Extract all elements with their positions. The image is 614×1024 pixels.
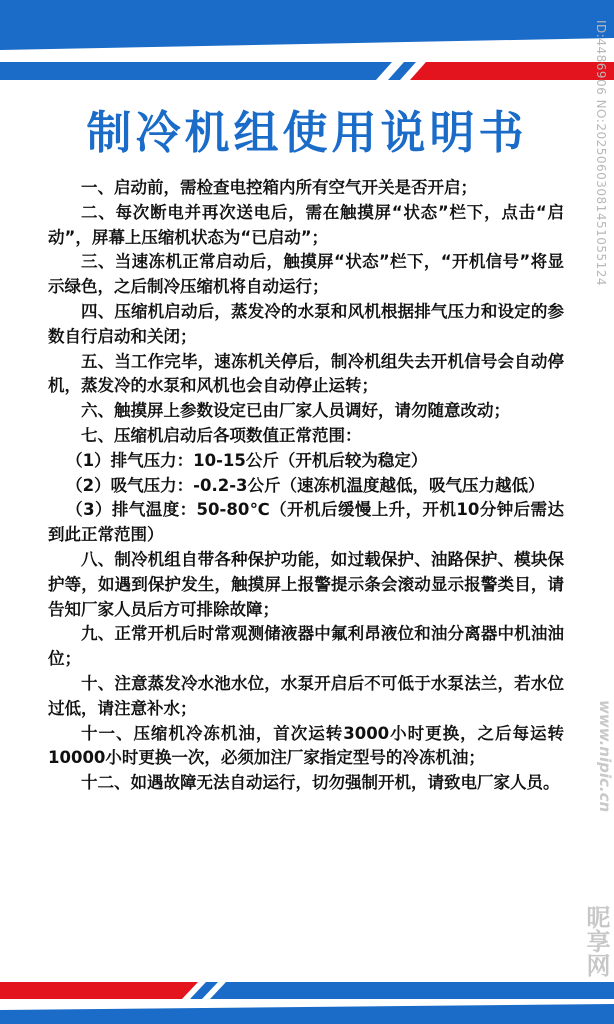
top-left-blue-stripe bbox=[0, 62, 392, 80]
watermark-id-text: ID:4486906 NO:20250603081451055124 bbox=[594, 20, 608, 287]
bottom-left-red-stripe bbox=[0, 982, 198, 999]
range-item: （3）排气温度：50-80℃（开机后缓慢上升，开机10分钟后需达到此正常范围） bbox=[48, 500, 564, 545]
page-title: 制冷机组使用说明书 bbox=[86, 106, 528, 159]
range-item: （1）排气压力：10-15公斤（开机后较为稳定） bbox=[66, 450, 428, 470]
instruction-paragraph: 二、每次断电并再次送电后，需在触摸屏“状态”栏下，点击“启动”，屏幕上压缩机状态为“已启动”； bbox=[48, 202, 564, 247]
watermark-logo: 昵享网 bbox=[582, 905, 610, 977]
bottom-right-blue-stripe bbox=[210, 982, 614, 999]
range-item: （2）吸气压力：-0.2-3公斤（速冻机温度越低，吸气压力越低） bbox=[66, 475, 545, 495]
bottom-blue-band bbox=[0, 1004, 614, 1024]
instruction-paragraph: 四、压缩机启动后，蒸发冷的水泵和风机根据排气压力和设定的参数自行启动和关闭； bbox=[48, 301, 564, 346]
instruction-paragraph: 一、启动前，需检查电控箱内所有空气开关是否开启； bbox=[81, 178, 477, 197]
instruction-paragraph: 七、压缩机启动后各项数值正常范围： bbox=[81, 425, 362, 445]
top-right-blue-stripe bbox=[388, 62, 416, 80]
instructions-body bbox=[48, 176, 564, 796]
instruction-paragraph: 六、触摸屏上参数设定已由厂家人员调好，请勿随意改动； bbox=[81, 401, 510, 421]
instruction-paragraph: 三、当速冻机正常启动后，触摸屏“状态”栏下，“开机信号”将显示绿色，之后制冷压缩机将自动运行； bbox=[48, 252, 564, 297]
instruction-paragraph: 十二、如遇故障无法自动运行，切勿强制开机，请致电厂家人员。 bbox=[81, 773, 560, 793]
instruction-paragraph: 八、制冷机组自带各种保护功能，如过载保护、油路保护、模块保护等，如遇到保护发生，触摸屏上报警提示条会滚动显示报警类目，请告知厂家人员后方可排除故障； bbox=[48, 549, 564, 619]
watermark-site-text: www.nipic.cn bbox=[596, 700, 614, 813]
instruction-paragraph: 九、正常开机后时常观测储液器中氟利昂液位和油分离器中机油油位； bbox=[48, 624, 564, 669]
top-blue-band bbox=[0, 0, 614, 50]
instruction-paragraph: 十一、压缩机冷冻机油，首次运转3000小时更换，之后每运转10000小时更换一次，必须加注厂家指定型号的冷冻机油； bbox=[48, 723, 564, 768]
instruction-paragraph: 十、注意蒸发冷水池水位，水泵开启后不可低于水泵法兰，若水位过低，请注意补水； bbox=[48, 673, 564, 718]
instruction-paragraph: 五、当工作完毕，速冻机关停后，制冷机组失去开机信号会自动停机，蒸发冷的水泵和风机也会自动停止运转； bbox=[48, 351, 564, 396]
